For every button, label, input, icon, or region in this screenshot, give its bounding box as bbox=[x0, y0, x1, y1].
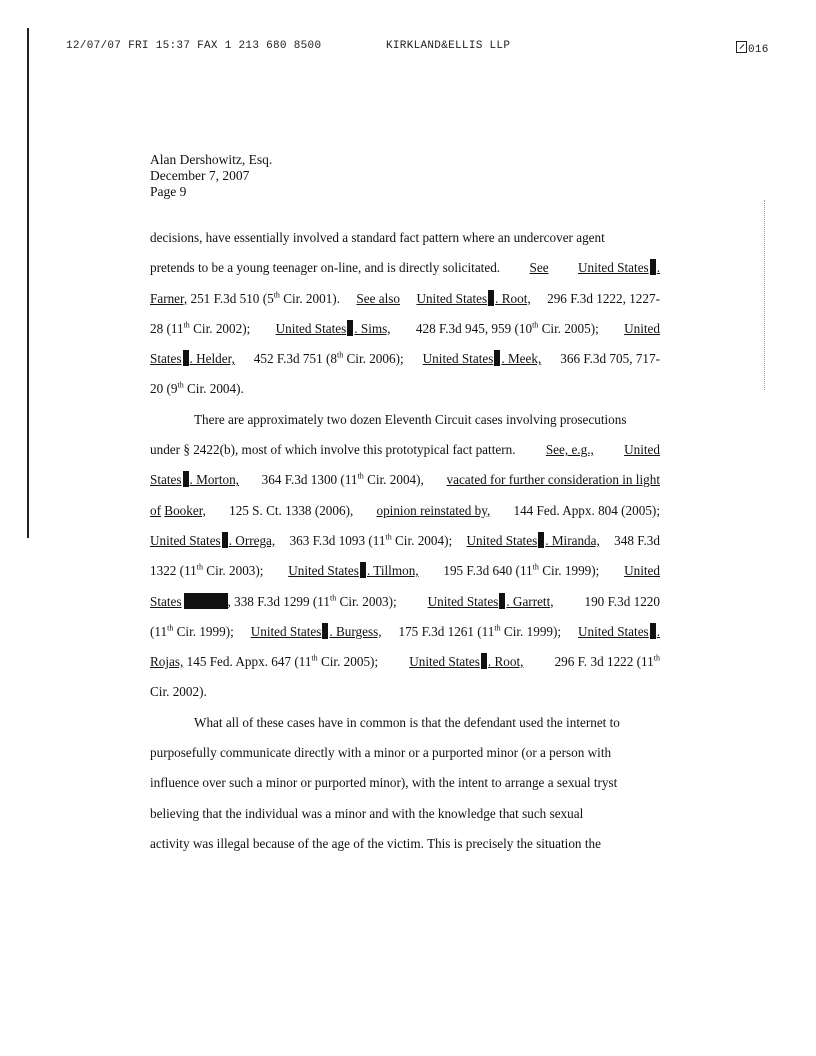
case-name: United bbox=[624, 442, 660, 458]
text-line bbox=[150, 349, 660, 379]
text-line bbox=[150, 319, 660, 349]
text-line bbox=[150, 561, 660, 591]
case-name: . Burgess, bbox=[329, 623, 382, 639]
text-line bbox=[150, 289, 660, 319]
case-name: United States bbox=[288, 563, 359, 579]
page-label: Page 9 bbox=[150, 184, 187, 199]
text-line bbox=[150, 410, 660, 440]
text-line bbox=[150, 228, 660, 258]
redaction-box bbox=[322, 623, 328, 639]
citation-signal: See, e.g., bbox=[545, 442, 594, 458]
fax-header-left: 12/07/07 FRI 15:37 FAX 1 213 680 8500 bbox=[66, 40, 322, 52]
text-run: 452 F.3d 751 (8 bbox=[253, 351, 337, 367]
text-run: 20 (9 bbox=[150, 381, 178, 397]
text-line bbox=[150, 379, 660, 409]
superscript: th bbox=[336, 350, 344, 360]
superscript: th bbox=[273, 290, 280, 300]
text-run: 195 F.3d 640 (11 bbox=[443, 563, 533, 579]
case-name: United States bbox=[466, 532, 538, 548]
superscript: th bbox=[532, 562, 539, 572]
redaction-box bbox=[650, 259, 656, 275]
case-name: . Orrega, bbox=[228, 532, 276, 548]
case-name: States bbox=[150, 351, 182, 367]
text-line bbox=[150, 531, 660, 561]
text-line bbox=[150, 834, 660, 864]
case-name: . Sims, bbox=[354, 320, 391, 336]
superscript: th bbox=[177, 381, 184, 391]
case-name: United States bbox=[409, 654, 480, 670]
case-name: States bbox=[150, 472, 182, 488]
fax-page-number: 016 bbox=[748, 44, 769, 56]
text-line bbox=[150, 773, 660, 803]
text-run: Cir. 2002); bbox=[193, 320, 251, 336]
redaction-box bbox=[183, 471, 189, 487]
case-name: United bbox=[624, 563, 660, 579]
case-name: . Morton, bbox=[189, 472, 239, 488]
text-run: (11 bbox=[150, 623, 168, 639]
superscript: th bbox=[330, 593, 337, 603]
text-run: 363 F.3d 1093 (11 bbox=[289, 532, 386, 548]
superscript: th bbox=[167, 623, 174, 633]
text-run: 125 S. Ct. 1338 (2006), bbox=[229, 502, 354, 518]
subsequent-history: vacated for further consideration in light bbox=[446, 472, 660, 488]
text-run: Cir. 1999); bbox=[176, 623, 234, 639]
text-run: activity was illegal because of the age of the victim. This is precisely the situation the bbox=[150, 835, 601, 851]
text-run: Cir. 2004), bbox=[367, 472, 424, 488]
text-run: Cir. 2006); bbox=[346, 351, 404, 367]
text-run: Cir. 1999); bbox=[542, 563, 600, 579]
superscript: th bbox=[311, 653, 318, 663]
redaction-box bbox=[488, 290, 494, 306]
text-run: 251 F.3d 510 (5 bbox=[190, 290, 274, 306]
superscript: th bbox=[653, 653, 660, 663]
text-run: decisions, have essentially involved a standard fact pattern where an undercover agent bbox=[150, 230, 605, 245]
fax-header-firm: KIRKLAND&ELLIS LLP bbox=[386, 40, 511, 52]
text-line bbox=[150, 470, 660, 500]
text-run: 348 F.3d bbox=[614, 532, 660, 548]
text-line bbox=[150, 713, 660, 743]
text-run: 296 F.3d 1222, 1227- bbox=[547, 290, 660, 306]
superscript: th bbox=[183, 320, 190, 330]
superscript: th bbox=[494, 623, 501, 633]
text-run: . bbox=[656, 623, 660, 639]
case-name: United States bbox=[578, 623, 649, 639]
redaction-box bbox=[481, 653, 487, 669]
redaction-box bbox=[222, 532, 228, 548]
redaction-box bbox=[360, 562, 366, 578]
text-run: Cir. 2004); bbox=[395, 532, 453, 548]
fax-header bbox=[0, 40, 816, 56]
text-run: 1322 (11 bbox=[150, 563, 197, 579]
text-run: 366 F.3d 705, 717- bbox=[560, 351, 660, 367]
letter-body bbox=[150, 228, 660, 864]
text-line bbox=[150, 258, 660, 288]
text-run: . bbox=[656, 260, 660, 276]
text-run: Cir. 2003); bbox=[339, 593, 397, 609]
superscript: th bbox=[357, 471, 364, 481]
text-run: 364 F.3d 1300 (11 bbox=[261, 472, 358, 488]
redaction-box bbox=[538, 532, 544, 548]
fax-header-page bbox=[736, 40, 769, 56]
superscript: th bbox=[385, 532, 392, 542]
text-line bbox=[150, 501, 660, 531]
letter-date: December 7, 2007 bbox=[150, 168, 250, 183]
text-line bbox=[150, 440, 660, 470]
text-run: Cir. 1999); bbox=[503, 623, 562, 639]
scan-artifact-dots bbox=[764, 200, 766, 390]
case-name: United States bbox=[416, 290, 488, 306]
case-name: Booker, bbox=[164, 502, 206, 518]
text-run: 28 (11 bbox=[150, 320, 184, 336]
case-name: Farner, bbox=[150, 290, 188, 306]
redaction-box bbox=[650, 623, 656, 639]
text-run: Cir. 2002). bbox=[150, 684, 207, 700]
subsequent-history: opinion reinstated by, bbox=[376, 502, 491, 518]
text-run: 190 F.3d 1220 bbox=[584, 593, 660, 609]
redaction-box bbox=[499, 593, 505, 609]
text-run: 428 F.3d 945, 959 (10 bbox=[415, 320, 533, 336]
recipient: Alan Dershowitz, Esq. bbox=[150, 152, 273, 167]
redaction-box bbox=[494, 350, 500, 366]
superscript: th bbox=[196, 562, 203, 572]
text-run: Cir. 2005); bbox=[541, 320, 599, 336]
text-run: 145 Fed. Appx. 647 (11 bbox=[186, 654, 312, 670]
text-run: , 338 F.3d 1299 (11 bbox=[227, 593, 331, 609]
case-name: . Tillmon, bbox=[366, 563, 419, 579]
superscript: th bbox=[532, 320, 539, 330]
text-run: There are approximately two dozen Eleventh Circuit cases involving prosecutions bbox=[194, 411, 627, 427]
case-name: United States bbox=[427, 593, 499, 609]
case-name: . Root, bbox=[495, 290, 531, 306]
redaction-box bbox=[184, 593, 228, 609]
text-line bbox=[150, 804, 660, 834]
redaction-box bbox=[183, 350, 189, 366]
case-name: . Root, bbox=[487, 654, 524, 670]
case-name: United States bbox=[150, 532, 221, 548]
text-run: Cir. 2003); bbox=[206, 563, 264, 579]
case-name: . Miranda, bbox=[545, 532, 600, 548]
redaction-box bbox=[347, 320, 353, 336]
text-run: believing that the individual was a minor and with the knowledge that such sexual bbox=[150, 805, 584, 821]
text-line bbox=[150, 682, 660, 712]
text-run: Cir. 2001). bbox=[283, 290, 340, 306]
text-run: Cir. 2004). bbox=[187, 381, 244, 397]
text-run: 175 F.3d 1261 (11 bbox=[398, 623, 495, 639]
text-run: of bbox=[150, 502, 161, 518]
text-line bbox=[150, 652, 660, 682]
fax-page-icon bbox=[736, 41, 747, 53]
text-run: pretends to be a young teenager on-line, and is directly solicitated. bbox=[150, 260, 501, 276]
text-run: influence over such a minor or purported minor), with the intent to arrange a sexual tryst bbox=[150, 775, 618, 791]
case-name: United States bbox=[577, 260, 649, 276]
case-name: . Garrett, bbox=[506, 593, 554, 609]
text-run: 296 F. 3d 1222 (11 bbox=[554, 654, 654, 670]
left-margin-rule bbox=[27, 28, 29, 538]
text-line bbox=[150, 743, 660, 773]
case-name: United bbox=[624, 320, 660, 336]
text-line bbox=[150, 622, 660, 652]
case-name: United States bbox=[250, 623, 322, 639]
text-run: purposefully communicate directly with a minor or a purported minor (or a person with bbox=[150, 745, 612, 761]
citation-signal: See bbox=[529, 260, 549, 276]
text-run: under § 2422(b), most of which involve this prototypical fact pattern. bbox=[150, 442, 516, 458]
letterhead bbox=[150, 152, 272, 200]
text-run: What all of these cases have in common is that the defendant used the internet to bbox=[194, 714, 620, 730]
case-name: . Helder, bbox=[189, 351, 235, 367]
case-name: United States bbox=[275, 320, 347, 336]
text-line bbox=[150, 592, 660, 622]
text-run: Cir. 2005); bbox=[320, 654, 379, 670]
case-name: Rojas, bbox=[150, 654, 184, 670]
citation-signal: See also bbox=[356, 290, 401, 306]
case-name: States bbox=[150, 593, 182, 609]
case-name: . Meek, bbox=[501, 351, 542, 367]
text-run: 144 Fed. Appx. 804 (2005); bbox=[513, 502, 660, 518]
case-name: United States bbox=[422, 351, 494, 367]
